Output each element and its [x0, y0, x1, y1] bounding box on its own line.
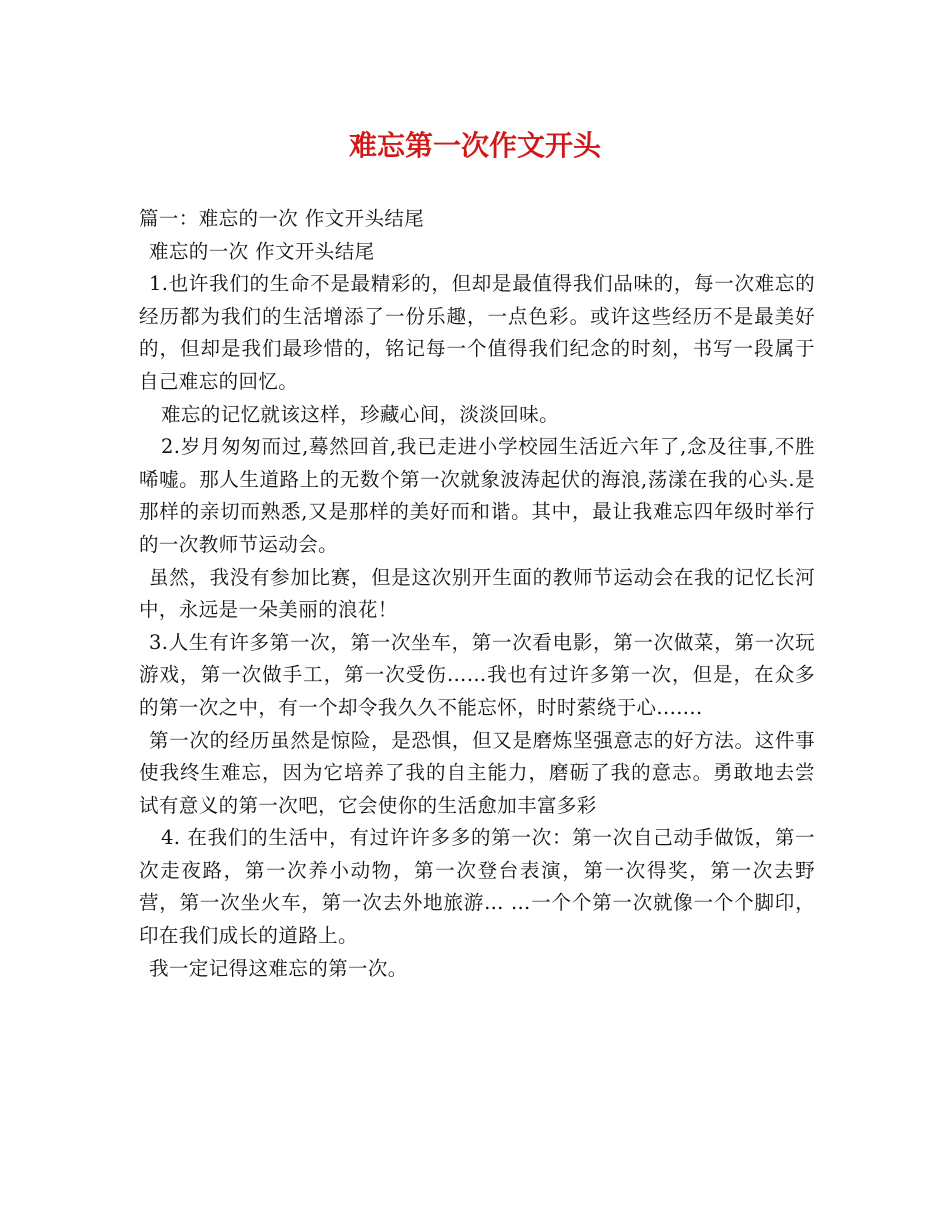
paragraph-2: 2.岁月匆匆而过,蓦然回首,我已走进小学校园生活近六年了,念及往事,不胜唏嘘。那人生道路上的无数个第一次就象波涛起伏的海浪,荡漾在我的心头.是那样的亲切而熟悉,又是那样的美好而和谐。其中，最让我难忘四年级时举行的一次教师节运动会。 — [139, 435, 815, 556]
paragraph-2-followup: 虽然，我没有参加比赛，但是这次别开生面的教师节运动会在我的记忆长河中，永远是一朵美丽的浪花！ — [139, 565, 815, 622]
paragraph-1: 1.也许我们的生命不是最精彩的，但却是最值得我们品味的，每一次难忘的经历都为我们的生活增添了一份乐趣，一点色彩。或许这些经历不是最美好的，但却是我们最珍惜的，铭记每一个值得我们纪念的时刻，书写一段属于自己难忘的回忆。 — [139, 272, 815, 393]
section-heading: 篇一：难忘的一次 作文开头结尾 — [139, 207, 425, 230]
paragraph-1-followup: 难忘的记忆就该这样，珍藏心间，淡淡回味。 — [161, 402, 560, 426]
subheading: 难忘的一次 作文开头结尾 — [149, 239, 375, 263]
closing-line: 我一定记得这难忘的第一次。 — [149, 956, 408, 980]
document-title: 难忘第一次作文开头 — [348, 129, 601, 162]
paragraph-3: 3.人生有许多第一次，第一次坐车，第一次看电影，第一次做菜，第一次玩游戏，第一次做手工，第一次受伤……我也有过许多第一次，但是，在众多的第一次之中，有一个却令我久久不能忘怀，时时萦绕于心....... — [139, 630, 815, 719]
document-body — [139, 203, 815, 985]
paragraph-3-followup: 第一次的经历虽然是惊险，是恐惧，但又是磨炼坚强意志的好方法。这件事使我终生难忘，因为它培养了我的自主能力，磨砺了我的意志。勇敢地去尝试有意义的第一次吧，它会使你的生活愈加丰富多彩 — [139, 728, 815, 817]
paragraph-4: 4. 在我们的生活中，有过许许多多的第一次：第一次自己动手做饭，第一次走夜路，第一次养小动物，第一次登台表演，第一次得奖，第一次去野营，第一次坐火车，第一次去外地旅游… …一个个第一次就像一个个脚印，印在我们成长的道路上。 — [139, 826, 815, 948]
